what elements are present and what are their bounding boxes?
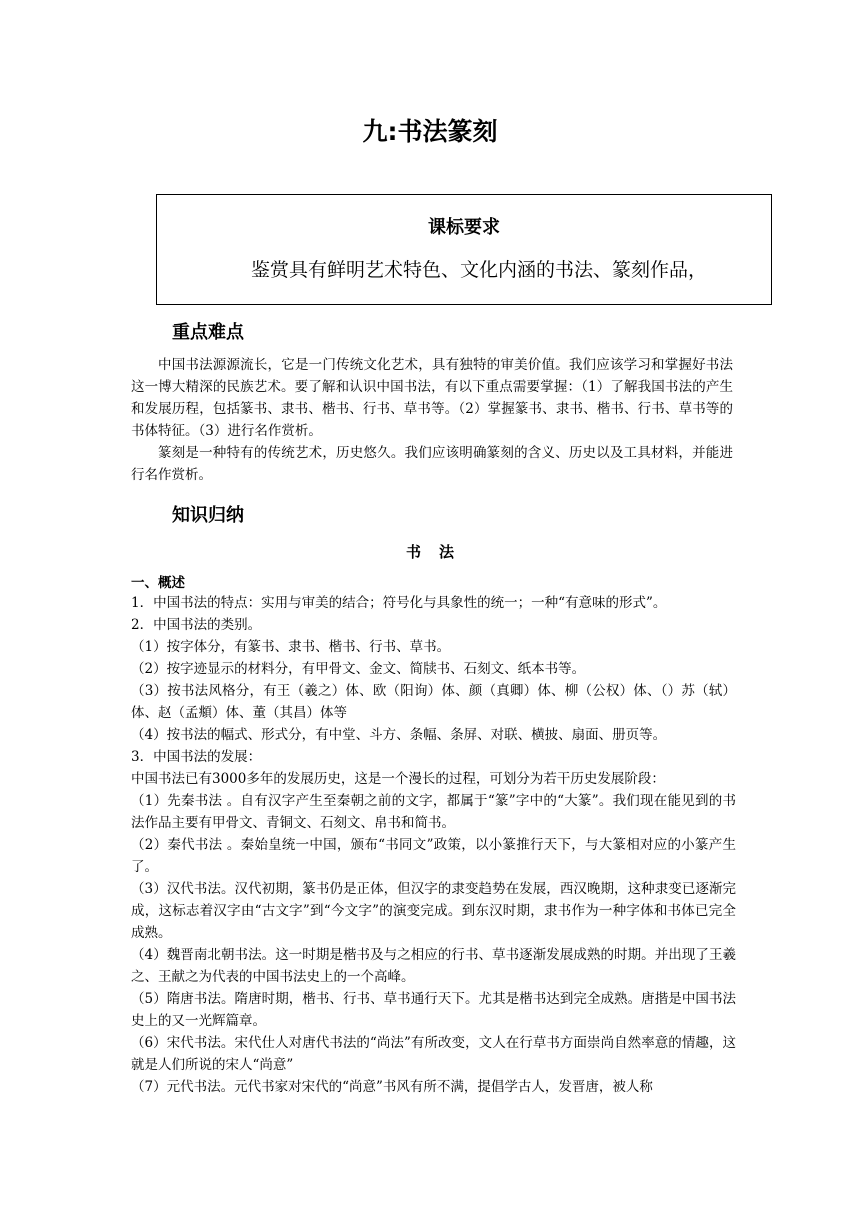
body-line: （4）按书法的幅式、形式分，有中堂、斗方、条幅、条屏、对联、横披、扇面、册页等。 (131, 727, 667, 743)
key-points-paragraph: 中国书法源源流长，它是一门传统文化艺术，具有独特的审美价值。我们应该学习和掌握好书法这一博大精深的民族艺术。要了解和认识中国书法，有以下重点需要掌握：（1）了解我国书法的产生和发展历程，包括篆书、隶书、楷书、行书、草书等。（2）掌握篆书、隶书、楷书、行书、草书等的书体特征。（3）进行名作赏析。 (131, 357, 733, 439)
overview-heading: 一、概述 (131, 575, 185, 591)
body-line: （7）元代书法。元代书家对宋代的“尚意”书风有所不满，提倡学古人，发晋唐，被人称 (131, 1079, 653, 1095)
body-line: 2．中国书法的类别。 (131, 617, 262, 633)
requirements-text: 鉴赏具有鲜明艺术特色、文化内涵的书法、篆刻作品， (251, 259, 708, 281)
body-line: （5）隋唐书法。隋唐时期，楷书、行书、草书通行天下。尤其是楷书达到完全成熟。唐揩是中国书法史上的又一光辉篇章。 (131, 991, 736, 1029)
body-line: 中国书法已有3000多年的发展历史，这是一个漫长的过程，可划分为若干历史发展阶段： (131, 771, 665, 787)
body-line: （1）先秦书法 。自有汉字产生至秦朝之前的文字，都属于“篆”字中的“大篆”。我们现在能见到的书法作品主要有甲骨文、青铜文、石刻文、帛书和简书。 (131, 793, 736, 831)
body-line: （3）按书法风格分，有王（羲之）体、欧（阳询）体、颜（真卿）体、柳（公权）体、（）苏（轼）体、赵（孟頫）体、董（其昌）体等 (131, 683, 736, 721)
body-line: （4）魏晋南北朝书法。这一时期是楷书及与之相应的行书、草书逐渐发展成熟的时期。并出现了王羲之、王献之为代表的中国书法史上的一个高峰。 (131, 947, 736, 985)
key-points-heading: 重点难点 (172, 322, 244, 343)
key-points-body (131, 354, 733, 486)
body-line: 3．中国书法的发展： (131, 749, 262, 765)
key-points-paragraph: 篆刻是一种特有的传统艺术，历史悠久。我们应该明确篆刻的含义、历史以及工具材料，并能进行名作赏析。 (131, 445, 733, 483)
requirements-box (156, 194, 772, 305)
knowledge-body (131, 592, 736, 1098)
body-line: （1）按字体分，有篆书、隶书、楷书、行书、草书。 (131, 639, 451, 655)
body-line: （3）汉代书法。汉代初期，篆书仍是正体，但汉字的隶变趋势在发展，西汉晚期，这种隶变已逐渐完成，这标志着汉字由“古文字”到“今文字”的演变完成。到东汉时期，隶书作为一种字体和书体已完全成熟。 (131, 881, 736, 941)
body-line: （2）按字迹显示的材料分，有甲骨文、金文、简牍书、石刻文、纸本书等。 (131, 661, 586, 677)
body-line: 1．中国书法的特点：实用与审美的结合；符号化与具象性的统一；一种“有意味的形式”。 (131, 595, 667, 611)
section-subtitle: 书法 (405, 543, 472, 561)
knowledge-heading: 知识归纳 (172, 505, 244, 526)
body-line: （6）宋代书法。宋代仕人对唐代书法的“尚法”有所改变，文人在行草书方面崇尚自然率意的情趣，这就是人们所说的宋人“尚意” (131, 1035, 736, 1073)
body-line: （2）秦代书法 。秦始皇统一中国，颁布“书同文”政策，以小篆推行天下，与大篆相对应的小篆产生了。 (131, 837, 736, 875)
requirements-heading: 课标要求 (428, 217, 500, 238)
page-title: 九:书法篆刻 (362, 117, 498, 146)
